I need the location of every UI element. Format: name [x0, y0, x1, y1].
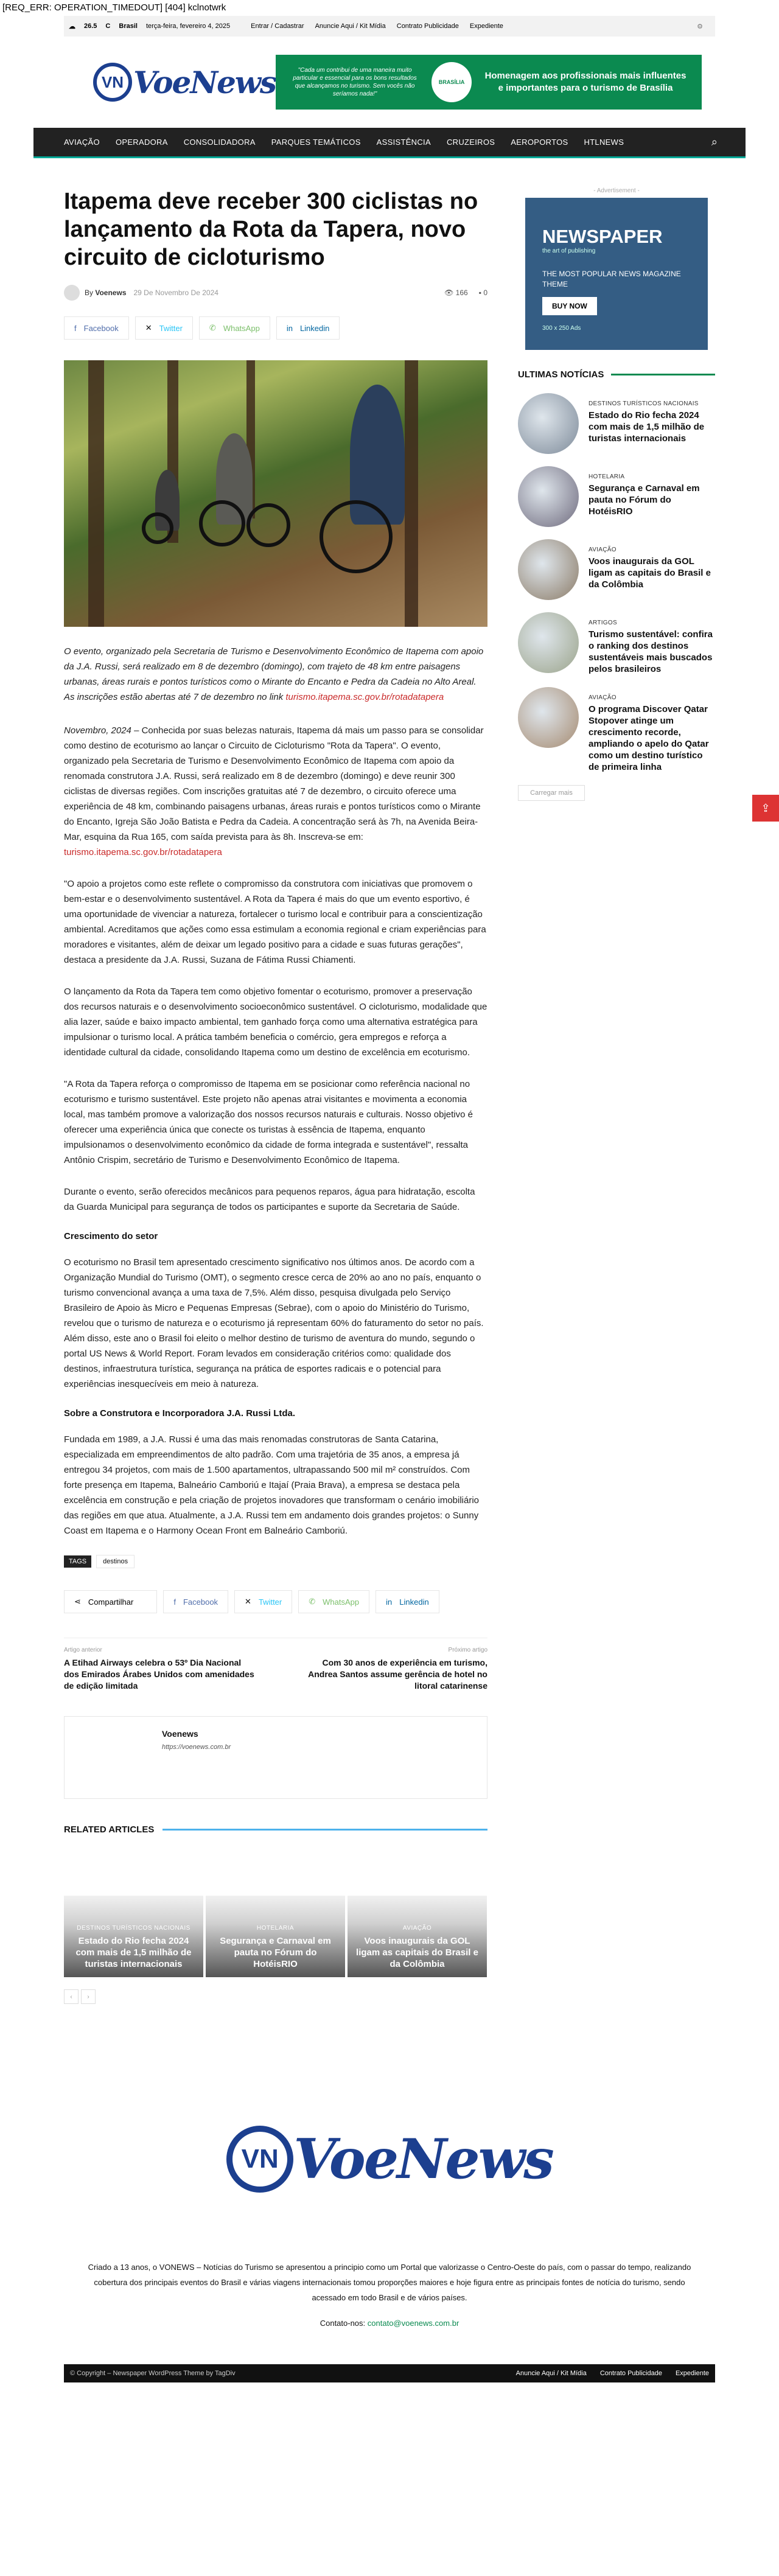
share-twitter-bottom[interactable]: [234, 1590, 292, 1613]
article-meta: [64, 285, 487, 301]
related-item-title: Estado do Rio fecha 2024 com mais de 1,5 milhão de turistas internacionais: [75, 1936, 192, 1969]
whatsapp-icon: ✆: [209, 323, 216, 332]
author-box-url[interactable]: https://voenews.com.br: [162, 1744, 231, 1751]
tag-destinos[interactable]: destinos: [96, 1555, 134, 1568]
temperature-unit: C: [105, 23, 111, 30]
latest-item[interactable]: [518, 687, 715, 773]
content-wrap: [64, 158, 715, 2004]
share-linkedin-button[interactable]: [276, 316, 340, 340]
related-pager: [64, 1989, 487, 2004]
facebook-icon: f: [74, 323, 77, 333]
share-twitter-bottom-label: Twitter: [258, 1597, 282, 1607]
header-banner[interactable]: [276, 55, 702, 110]
article-stats: [444, 288, 487, 297]
ad-buy-button[interactable]: BUY NOW: [542, 297, 597, 315]
sidebar-ad[interactable]: [525, 198, 708, 350]
nav-item-parques[interactable]: PARQUES TEMÁTICOS: [271, 138, 361, 147]
related-title: RELATED ARTICLES: [64, 1824, 155, 1835]
related-cat: AVIAÇÃO: [402, 1925, 432, 1932]
share-toggle-button[interactable]: [64, 1590, 157, 1613]
search-icon[interactable]: ⌕: [711, 136, 718, 148]
share-whatsapp-bottom-label: WhatsApp: [323, 1597, 360, 1607]
tags-label: TAGS: [64, 1555, 91, 1568]
latest-item[interactable]: [518, 466, 715, 527]
ad-size: 300 x 250 Ads: [542, 325, 581, 332]
latest-cat: HOTELARIA: [589, 473, 625, 480]
ad-tagline: the art of publishing: [542, 248, 596, 254]
city: Brasil: [119, 23, 138, 30]
error-banner: [REQ_ERR: OPERATION_TIMEDOUT] [404] kclnotwrk: [0, 0, 779, 16]
gear-icon[interactable]: ⚙: [697, 23, 703, 30]
article-main: [64, 187, 487, 2004]
next-label: Próximo artigo: [448, 1647, 487, 1653]
subheading-company: Sobre a Construtora e Incorporadora J.A. Russi Ltda.: [64, 1408, 296, 1419]
nav-item-aeroportos[interactable]: AEROPORTOS: [511, 138, 568, 147]
author-link[interactable]: Voenews: [95, 288, 127, 297]
related-item[interactable]: [206, 1896, 345, 1977]
latest-item-title: Voos inaugurais da GOL ligam as capitais do Brasil e da Colômbia: [589, 556, 711, 590]
share-bottom: [64, 1590, 487, 1613]
article-hero-image: [64, 360, 487, 627]
share-label: Compartilhar: [88, 1597, 134, 1607]
paragraph-6: O ecoturismo no Brasil tem apresentado crescimento significativo nos últimos anos. De acordo com a Organização Mundial do Turismo (OMT), o segmento cresce cerca de 20% ao ano no país, enquanto o turismo convencional avança a uma taxa de 7,5%. Além disso, pesquisa divulgada pelo Serviço Brasileiro de Apoio às Micro e Pequenas Empresas (Sebrae), com o apoio do Ministério do Turismo, revelou que o turismo de natureza e o ecoturismo já representam 60% do faturamento do setor no país. Além disso, este ano o Brasil foi eleito o melhor destino de turismo de aventura do mundo, segundo o portal US News & World Report. Foram levados em consideração critérios como: qualidade dos destinos, infraestrutura turística, segurança na prática de esportes radicais e o potencial para experiências inesquecíveis em meio à natureza.: [64, 1257, 484, 1389]
footer-link-expediente[interactable]: Expediente: [675, 2370, 709, 2377]
p1-date: Novembro, 2024: [64, 725, 131, 736]
caption-link[interactable]: turismo.itapema.sc.gov.br/rotadatapera: [285, 692, 444, 702]
comments-count[interactable]: [479, 288, 487, 297]
logo-text: VoeNews: [133, 64, 276, 100]
caption-text: O evento, organizado pela Secretaria de Turismo e Desenvolvimento Econômico de Itapema com apoio da J.A. Russi, será realizado em 8 de dezembro (domingo), com trajeto de 48 km entre paisagens urbanas, áreas rurais e pontos turísticos como o Mirante do Encanto e Pedra da Cadeia no Alto Areal. As inscrições estão abertas até 7 de dezembro no link: [64, 646, 484, 702]
share-top: [64, 316, 487, 340]
author-box-name[interactable]: Voenews: [162, 1729, 198, 1739]
linkedin-icon: in: [386, 1597, 393, 1607]
comments-value: 0: [483, 288, 487, 297]
share-whatsapp-label: WhatsApp: [223, 323, 260, 333]
share-twitter-button[interactable]: [135, 316, 193, 340]
author-box: [64, 1716, 487, 1799]
whatsapp-icon: ✆: [309, 1597, 316, 1606]
related-header: [64, 1824, 487, 1835]
share-facebook-label: Facebook: [83, 323, 119, 333]
contact-email[interactable]: contato@voenews.com.br: [367, 2319, 459, 2328]
related-divider: [162, 1829, 487, 1831]
footer-logo[interactable]: [0, 2126, 779, 2193]
contact-label: Contato-nos:: [320, 2319, 366, 2328]
latest-list: [518, 393, 715, 773]
latest-thumb: [518, 612, 579, 673]
top-link-contract[interactable]: Contrato Publicidade: [396, 23, 459, 30]
eye-icon: 👁: [444, 288, 454, 297]
share-icon: ⋖: [74, 1597, 81, 1606]
tags-row: [64, 1555, 487, 1568]
share-twitter-label: Twitter: [159, 323, 183, 333]
latest-text: [589, 539, 715, 600]
paragraph-4: "A Rota da Tapera reforça o compromisso de Itapema em se posicionar como referência nacional no ecoturismo e turismo sustentável. Este projeto não apenas atrai visitantes e movimenta a economia local, mas também promove a valorização dos nossos recursos naturais e culturais. Nosso objetivo é oferecer uma experiência única que conecte os turistas à essência de Itapema, enquanto impulsionamos o desenvolvimento econômico da cidade de forma integrada e sustentável", ressalta Antônio Crispim, secretário de Turismo e Desenvolvimento Econômico de Itapema.: [64, 1079, 473, 1165]
next-title: Com 30 anos de experiência em turismo, Andrea Santos assume gerência de hotel no litoral catarinense: [308, 1658, 487, 1691]
nav-item-aviacao[interactable]: AVIAÇÃO: [64, 138, 100, 147]
latest-thumb: [518, 539, 579, 600]
by-label: By: [85, 288, 94, 297]
footer-logo-mark: VN: [226, 2126, 293, 2193]
logo-mark: VN: [93, 63, 132, 102]
ad-title: NEWSPAPER: [542, 226, 663, 247]
latest-cat: AVIAÇÃO: [589, 694, 617, 701]
nav-item-assistencia[interactable]: ASSISTÊNCIA: [376, 138, 431, 147]
related-item-title: Segurança e Carnaval em pauta no Fórum do HotéisRIO: [220, 1936, 331, 1969]
nav-item-consolidadora[interactable]: CONSOLIDADORA: [183, 138, 256, 147]
latest-item[interactable]: [518, 539, 715, 600]
footer-link-contract[interactable]: Contrato Publicidade: [599, 2370, 662, 2377]
pager-next-button[interactable]: ›: [81, 1989, 96, 2004]
top-link-advertise[interactable]: Anuncie Aqui / Kit Mídia: [315, 23, 386, 30]
prev-next-nav: [64, 1638, 487, 1692]
nav-item-htlnews[interactable]: HTLNEWS: [584, 138, 624, 147]
footer-link-advertise[interactable]: Anuncie Aqui / Kit Mídia: [515, 2370, 587, 2377]
subheading-growth: Crescimento do setor: [64, 1231, 158, 1241]
weather-icon: ☁: [69, 23, 75, 30]
top-date: terça-feira, fevereiro 4, 2025: [145, 23, 231, 30]
share-whatsapp-bottom[interactable]: [298, 1590, 369, 1613]
next-article-link[interactable]: [297, 1647, 487, 1692]
nav-item-operadora[interactable]: OPERADORA: [115, 138, 168, 147]
share-whatsapp-button[interactable]: [199, 316, 270, 340]
latest-item-title: Segurança e Carnaval em pauta no Fórum do HotéisRIO: [589, 483, 700, 517]
latest-item-title: O programa Discover Qatar Stopover atinge um crescimento recorde, ampliando o apelo do Qatar como um destino turístico de primeira linha: [589, 704, 709, 772]
footer-contact: [0, 2319, 779, 2328]
pager-prev-button[interactable]: ‹: [64, 1989, 79, 2004]
copyright-text: © Copyright – Newspaper WordPress Theme by TagDiv: [70, 2370, 236, 2377]
paragraph-1: [64, 723, 487, 860]
paragraph-5: Durante o evento, serão oferecidos mecânicos para pequenos reparos, água para hidratação, escolta da Guarda Municipal para segurança de todos os participantes e suporte da Secretaria de Saúde.: [64, 1187, 475, 1212]
related-item[interactable]: [64, 1896, 203, 1977]
latest-item-title: Turismo sustentável: confira o ranking dos destinos sustentáveis mais buscados pelos brasileiros: [589, 629, 713, 674]
latest-text: [589, 393, 715, 454]
p1-link[interactable]: turismo.itapema.sc.gov.br/rotadatapera: [64, 847, 222, 857]
main-nav: [33, 128, 746, 158]
sidebar: [518, 187, 715, 2004]
share-linkedin-label: Linkedin: [299, 323, 330, 333]
top-links: [251, 23, 503, 30]
prev-article-link[interactable]: [64, 1647, 254, 1692]
latest-thumb: [518, 687, 579, 748]
related-item[interactable]: [348, 1896, 487, 1977]
latest-cat: AVIAÇÃO: [589, 546, 617, 553]
p1-text: – Conhecida por suas belezas naturais, Itapema dá mais um passo para se consolidar como destino de ecoturismo ao lançar o Circuito de Cicloturismo "Rota da Tapera". O evento, organizado pela Secretaria de Turismo e Desenvolvimento Econômico de Itapema com apoio da renomada construtora J.A. Russi, será realizado em 8 de dezembro (domingo) e deve reunir 300 ciclistas de diversas regiões. Com inscrições gratuitas até 7 de dezembro, o circuito oferece uma experiência de 48 km, combinando paisagens urbanas, áreas rurais e pontos turísticos como o Mirante do Encanto, Igreja São João Batista e Pedra da Cadeia. A concentração será às 7h, na Avenida Beira-Mar, esquina da Rua 165, com saída prevista para às 8h. Inscreva-se em:: [64, 725, 484, 842]
footer: [0, 2126, 779, 2364]
banner-message: Homenagem aos profissionais mais influentes e importantes para o turismo de Brasília: [484, 70, 686, 93]
latest-item-title: Estado do Rio fecha 2024 com mais de 1,5 milhão de turistas internacionais: [589, 410, 705, 444]
latest-item[interactable]: [518, 393, 715, 454]
share-icon: ⇪: [761, 801, 770, 814]
paragraph-2: "O apoio a projetos como este reflete o compromisso da construtora com iniciativas que promovem o bem-estar e o desenvolvimento sustentável. A Rota da Tapera é mais do que um evento esportivo, é uma oportunidade de vivenciar a natureza, fortalecer o turismo local e contribuir para a conscientização ambiental. Acreditamos que ações como essa estimulam a economia regional e criam experiências para moradores e visitantes, além de deixar um legado positivo para a cidade e suas futuras gerações", destaca a presidente da J.A. Russi, Suzana de Fátima Russi Chiamenti.: [64, 879, 486, 965]
views-count: [444, 288, 468, 297]
related-item-title: Voos inaugurais da GOL ligam as capitais do Brasil e da Colômbia: [356, 1936, 478, 1969]
linkedin-icon: in: [286, 323, 293, 333]
paragraph-7: Fundada em 1989, a J.A. Russi é uma das mais renomadas construtoras de Santa Catarina, especializada em empreendimentos de alto padrão. Com uma trajetória de 35 anos, a empresa já entregou 34 projetos, com mais de 1.500 apartamentos, ultrapassando 500 mil m² construídos. Com forte presença em Itapema, Balneário Camboriú e Itajaí (Praia Brava), a empresa se destaca pela excelência em construção e pela criação de projetos inovadores que transformam o cenário imobiliário das regiões em que atua. Atualmente, a J.A. Russi tem em andamento dois grandes projetos: o Sunny Coast em Itapema e o Harmony Ocean Front em Balneário Camboriú.: [64, 1434, 480, 1536]
latest-thumb: [518, 393, 579, 454]
related-grid: [64, 1896, 487, 1977]
copyright-bar: [64, 2364, 715, 2382]
footer-links: [516, 2370, 709, 2377]
footer-logo-text: VoeNews: [293, 2127, 553, 2191]
banner-quote: "Cada um contribui de uma maneira muito particular e essencial para os bons resultados que alcançamos no turismo. Sem vocês não seríamos nada!": [293, 67, 417, 97]
site-logo[interactable]: [93, 63, 276, 102]
views-value: 166: [455, 288, 468, 297]
banner-badge: BRASÍLIA: [431, 62, 472, 102]
related-cat: HOTELARIA: [256, 1925, 295, 1932]
article-body: [64, 723, 487, 1538]
paragraph-3: O lançamento da Rota da Tapera tem como objetivo fomentar o ecoturismo, promover a preservação dos recursos naturais e o desenvolvimento socioeconômico sustentável. O cicloturismo, modalidade que alia lazer, saúde e baixo impacto ambiental, tem ganhado força como uma alternativa estratégica para impulsionar o turismo local. A prática também beneficia o comércio, gera empregos e reforça a identidade cultural da cidade, consolidando Itapema como um destino de excelência em ecoturismo.: [64, 986, 487, 1058]
latest-header: [518, 369, 715, 380]
comment-icon: ▪: [478, 288, 481, 297]
share-linkedin-bottom-label: Linkedin: [399, 1597, 429, 1607]
byline: [85, 288, 127, 297]
ad-pop: THE MOST POPULAR NEWS MAGAZINE THEME: [542, 270, 681, 288]
twitter-icon: ✕: [145, 323, 152, 332]
prev-label: Artigo anterior: [64, 1647, 102, 1653]
latest-text: [589, 687, 715, 773]
article-date: 29 De Novembro De 2024: [133, 288, 218, 297]
latest-item[interactable]: [518, 612, 715, 675]
image-caption: [64, 644, 487, 705]
top-link-expediente[interactable]: Expediente: [469, 23, 503, 30]
ad-label: - Advertisement -: [593, 187, 640, 194]
top-bar: [64, 16, 715, 37]
load-more-button[interactable]: Carregar mais: [518, 785, 585, 801]
footer-description: Criado a 13 anos, o VONEWS – Notícias do Turismo se apresentou a principio como um Portal que valorizasse o Centro-Oeste do país, com o passar do tempo, realizando cobertura dos principais eventos do Brasil e várias viagens internacionais tomou proporções maiores e hoje figura entre as principais fontes de notícia do turismo, sendo acessado em todo Brasil e de vários países.: [88, 2263, 691, 2302]
top-link-login[interactable]: Entrar / Cadastrar: [251, 23, 304, 30]
latest-text: [589, 612, 715, 675]
latest-cat: ARTIGOS: [589, 620, 617, 626]
nav-item-cruzeiros[interactable]: CRUZEIROS: [446, 138, 495, 147]
latest-title: ULTIMAS NOTÍCIAS: [518, 369, 604, 380]
twitter-icon: ✕: [245, 1597, 251, 1606]
prev-title: A Etihad Airways celebra o 53º Dia Nacional dos Emirados Árabes Unidos com amenidades de edição limitada: [64, 1658, 254, 1691]
share-facebook-button[interactable]: [64, 316, 129, 340]
share-facebook-bottom[interactable]: [163, 1590, 228, 1613]
author-avatar[interactable]: [64, 285, 80, 301]
floating-share-button[interactable]: [752, 795, 779, 822]
facebook-icon: f: [173, 1597, 176, 1607]
temperature: 26.5: [84, 23, 97, 30]
article-title: Itapema deve receber 300 ciclistas no lançamento da Rota da Tapera, novo circuito de cicloturismo: [64, 189, 478, 270]
latest-divider: [611, 374, 715, 375]
latest-cat: DESTINOS TURÍSTICOS NACIONAIS: [589, 400, 699, 407]
header: [64, 37, 715, 128]
latest-text: [589, 466, 715, 527]
share-linkedin-bottom[interactable]: [376, 1590, 439, 1613]
latest-thumb: [518, 466, 579, 527]
share-facebook-bottom-label: Facebook: [183, 1597, 218, 1607]
related-cat: DESTINOS TURÍSTICOS NACIONAIS: [77, 1925, 190, 1932]
